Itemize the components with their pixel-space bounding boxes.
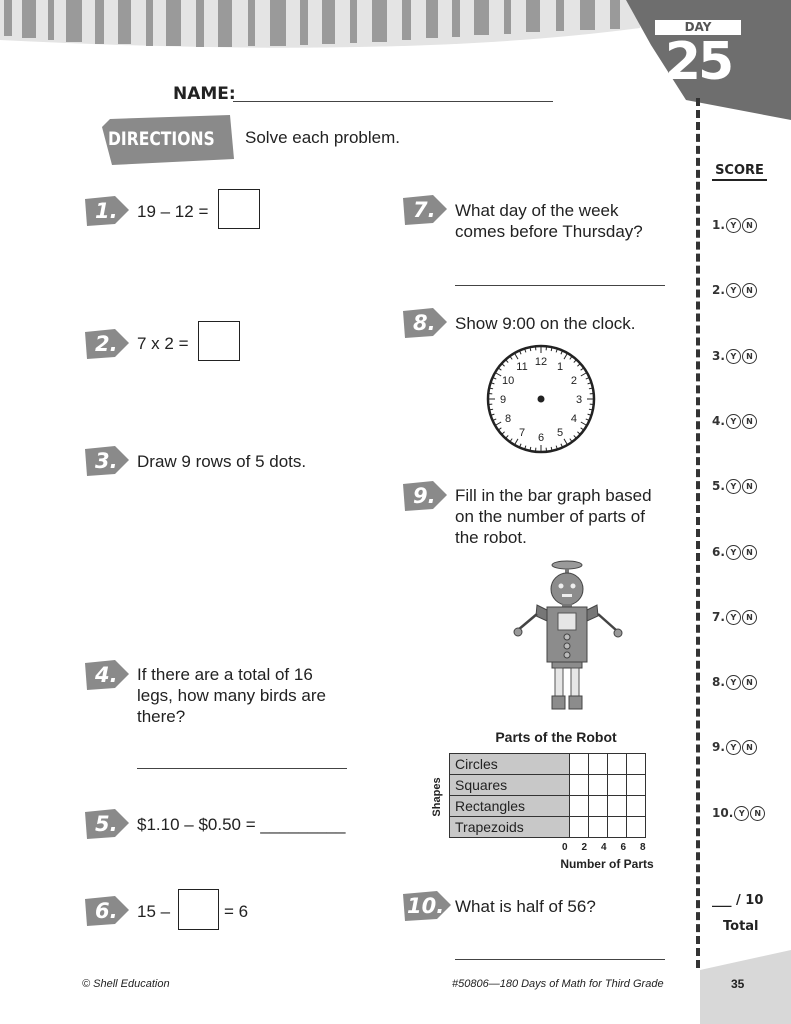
graph-bar-cell[interactable] [570, 817, 589, 838]
problem-4-line-2: legs, how many birds are [137, 686, 326, 705]
graph-bar-cell[interactable] [627, 817, 646, 838]
score-yes-circle[interactable]: Y [726, 675, 741, 690]
score-item [712, 283, 757, 298]
score-item [712, 479, 757, 494]
problem-5-badge: 5. [85, 809, 129, 839]
problem-7-badge: 7. [403, 195, 447, 225]
bar-graph [449, 753, 646, 838]
problem-1-text: 19 – 12 = [137, 202, 209, 221]
score-item-number: 7. [712, 609, 725, 624]
x-tick-label: 4 [601, 842, 607, 853]
directions-text: Solve each problem. [245, 128, 400, 147]
graph-bar-cell[interactable] [608, 775, 627, 796]
score-item-number: 6. [712, 544, 725, 559]
graph-bar-cell[interactable] [589, 754, 608, 775]
problem-9-line-1: Fill in the bar graph based [455, 486, 652, 505]
score-yes-circle[interactable]: Y [726, 414, 741, 429]
score-item [712, 740, 757, 755]
problem-3-badge: 3. [85, 446, 129, 476]
score-item-number: 4. [712, 413, 725, 428]
score-no-circle[interactable]: N [742, 479, 757, 494]
problem-4-line-3: there? [137, 707, 186, 726]
score-no-circle[interactable]: N [742, 545, 757, 560]
problem-10-answer-line[interactable] [455, 959, 665, 960]
top-banner [0, 0, 640, 62]
clock-number: 6 [537, 432, 545, 444]
graph-category-label: Circles [450, 754, 570, 775]
chart-ylabel: Shapes [431, 777, 443, 817]
clock-number: 10 [501, 375, 515, 387]
problem-10-text: What is half of 56? [455, 897, 596, 916]
directions-label: DIRECTIONS [108, 128, 215, 150]
clock-number: 11 [516, 361, 528, 374]
score-yes-circle[interactable]: Y [726, 479, 741, 494]
score-no-circle[interactable]: N [742, 414, 757, 429]
day-label: DAY [684, 20, 712, 34]
score-no-circle[interactable]: N [742, 740, 757, 755]
score-yes-circle[interactable]: Y [726, 545, 741, 560]
score-item [712, 414, 757, 429]
score-item [712, 675, 757, 690]
x-tick-label: 2 [581, 842, 588, 853]
score-yes-circle[interactable]: Y [726, 740, 741, 755]
graph-bar-cell[interactable] [570, 775, 589, 796]
score-item-number: 8. [712, 675, 725, 690]
x-tick-label: 8 [640, 842, 646, 853]
score-yes-circle[interactable]: Y [734, 806, 749, 821]
problem-2-badge: 2. [85, 329, 129, 359]
score-item-number: 1. [712, 218, 725, 232]
graph-category-label: Trapezoids [450, 817, 570, 838]
problem-1-answer-box[interactable] [218, 189, 260, 229]
score-no-circle[interactable]: N [742, 610, 757, 625]
score-yes-circle[interactable]: Y [726, 218, 741, 233]
problem-4-badge: 4. [85, 660, 129, 690]
clock-number: 2 [570, 375, 577, 387]
problem-7-answer-line[interactable] [455, 285, 665, 286]
footer-book-title: #50806—180 Days of Math for Third Grade [452, 978, 664, 990]
clock-number: 5 [556, 426, 564, 439]
problem-6-answer-box[interactable] [178, 889, 219, 930]
problem-10-badge: 10. [403, 891, 451, 921]
score-item-number: 9. [712, 740, 725, 755]
problem-9-line-3: the robot. [455, 528, 527, 547]
problem-8-badge: 8. [403, 308, 447, 338]
footer-corner [700, 950, 791, 1024]
graph-row [450, 754, 646, 775]
day-number: 25 [664, 32, 732, 92]
score-item [712, 806, 765, 821]
problem-7-line-2: comes before Thursday? [455, 222, 643, 241]
graph-bar-cell[interactable] [570, 796, 589, 817]
x-tick-label: 6 [620, 842, 627, 853]
graph-row [450, 796, 646, 817]
chart-title: Parts of the Robot [495, 729, 617, 745]
score-total-fraction: ___ / 10 [712, 893, 764, 908]
graph-bar-cell[interactable] [570, 754, 589, 775]
clock-number: 8 [505, 413, 512, 425]
graph-bar-cell[interactable] [608, 796, 627, 817]
problem-8-text: Show 9:00 on the clock. [455, 314, 636, 333]
score-item-number: 10. [712, 805, 734, 820]
clock-face[interactable] [485, 343, 597, 455]
clock-number: 7 [518, 426, 526, 439]
score-yes-circle[interactable]: Y [726, 349, 741, 364]
clock-number: 4 [570, 413, 577, 425]
graph-bar-cell[interactable] [627, 796, 646, 817]
problem-9-text [455, 485, 652, 548]
score-total-label: Total [723, 919, 759, 934]
score-yes-circle[interactable]: Y [726, 610, 741, 625]
problem-5-text: $1.10 – $0.50 = _________ [137, 815, 346, 834]
problem-7-text [455, 200, 643, 242]
problem-4-text [137, 664, 326, 727]
clock-number: 1 [556, 361, 564, 374]
chart-xlabel: Number of Parts [560, 857, 654, 871]
graph-category-label: Squares [450, 775, 570, 796]
clock-number: 12 [534, 356, 548, 368]
graph-bar-cell[interactable] [627, 754, 646, 775]
problem-6-badge: 6. [85, 896, 129, 926]
problem-2-text: 7 x 2 = [137, 334, 189, 353]
graph-row [450, 775, 646, 796]
score-item-number: 3. [712, 348, 725, 363]
graph-bar-cell[interactable] [589, 817, 608, 838]
score-item-number: 5. [712, 479, 725, 494]
clock-number: 3 [575, 394, 583, 406]
score-no-circle[interactable]: N [742, 218, 757, 233]
clock-number: 9 [499, 394, 507, 406]
graph-bar-cell[interactable] [589, 796, 608, 817]
problem-3-text: Draw 9 rows of 5 dots. [137, 452, 307, 471]
name-field[interactable] [233, 101, 553, 102]
problem-1-badge: 1. [85, 196, 129, 226]
problem-9-badge: 9. [403, 481, 447, 511]
score-item [712, 545, 757, 560]
graph-row [450, 817, 646, 838]
graph-category-label: Rectangles [450, 796, 570, 817]
graph-bar-cell[interactable] [627, 775, 646, 796]
footer-page-number: 35 [731, 977, 745, 991]
problem-7-line-1: What day of the week [455, 201, 619, 220]
score-no-circle[interactable]: N [750, 806, 765, 821]
score-item [712, 218, 757, 233]
score-item-number: 2. [712, 283, 725, 298]
graph-bar-cell[interactable] [589, 775, 608, 796]
footer-copyright: © Shell Education [82, 978, 170, 990]
score-divider [696, 98, 700, 968]
x-tick-label: 0 [562, 842, 568, 853]
problem-9-line-2: on the number of parts of [455, 507, 645, 526]
problem-6-text-after: = 6 [224, 902, 249, 921]
score-item [712, 610, 757, 625]
score-yes-circle[interactable]: Y [726, 283, 741, 298]
score-item [712, 349, 757, 364]
graph-bar-cell[interactable] [608, 817, 627, 838]
robot-illustration [510, 558, 630, 713]
score-no-circle[interactable]: N [742, 283, 757, 298]
name-label: NAME: [173, 84, 236, 104]
problem-4-line-1: If there are a total of 16 [137, 665, 313, 684]
graph-bar-cell[interactable] [608, 754, 627, 775]
clock-center [538, 396, 545, 403]
problem-6-text-before: 15 – [137, 902, 171, 921]
score-no-circle[interactable]: N [742, 349, 757, 364]
score-no-circle[interactable]: N [742, 675, 757, 690]
problem-4-answer-line[interactable] [137, 768, 347, 769]
score-title: SCORE [712, 163, 767, 181]
problem-2-answer-box[interactable] [198, 321, 240, 361]
